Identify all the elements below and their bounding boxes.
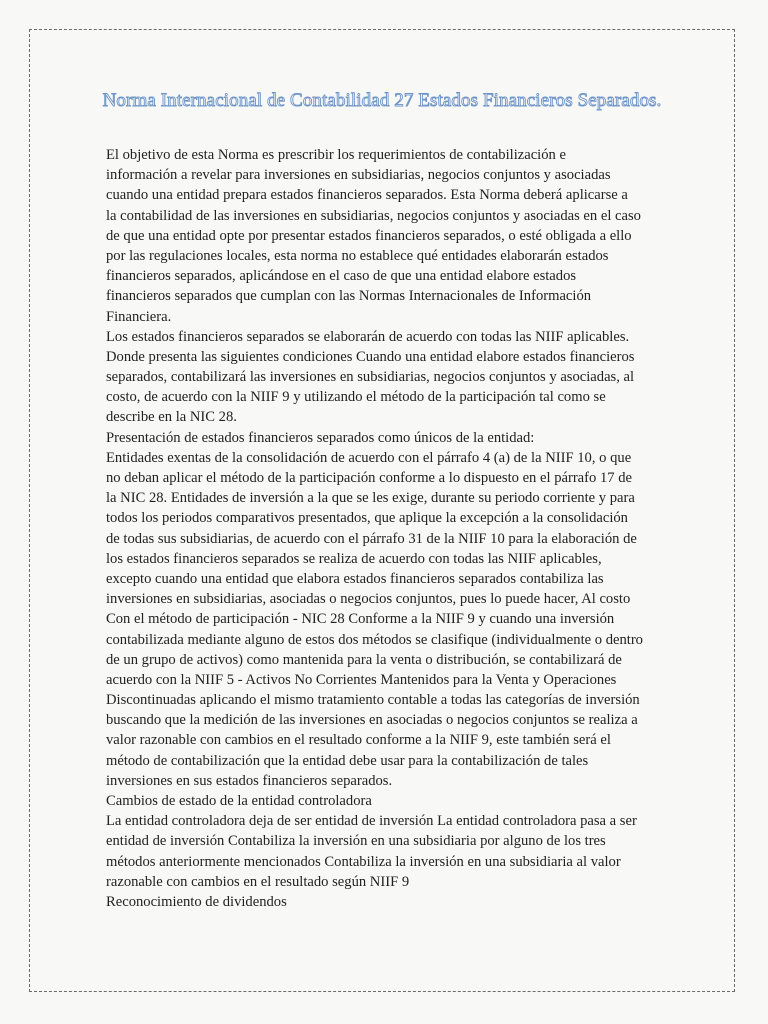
- body-text-line: no deban aplicar el método de la participación conforme a lo dispuesto en el párrafo 17 de: [106, 470, 632, 486]
- body-text-line: entidad de inversión Contabiliza la inversión en una subsidiaria por alguno de los tres: [106, 833, 606, 850]
- body-text-line: Financiera.: [106, 308, 172, 325]
- body-text-line: buscando que la medición de las inversiones en asociadas o negocios conjuntos se realiza a: [106, 712, 638, 729]
- body-text-line: métodos anteriormente mencionados Contabiliza la inversión en una subsidiaria al valor: [106, 853, 621, 870]
- body-text-line: Cambios de estado de la entidad controladora: [106, 793, 372, 809]
- body-text-line: describe en la NIC 28.: [106, 409, 237, 426]
- body-text-line: Presentación de estados financieros separados como únicos de la entidad:: [106, 429, 535, 446]
- body-text-line: de un grupo de activos) como mantenida para la venta o distribución, se contabilizará de: [106, 651, 622, 668]
- body-text-line: inversiones en subsidiarias, asociadas o negocios conjuntos, pues lo puede hacer, Al costo: [106, 591, 631, 608]
- body-text-line: Reconocimiento de dividendos: [106, 893, 287, 910]
- body-text-line: costo, de acuerdo con la NIIF 9 y utilizando el método de la participación tal como se: [106, 389, 606, 406]
- body-text-line: razonable con cambios en el resultado según NIIF 9: [106, 873, 410, 890]
- body-text-line: financieros separados, aplicándose en el caso de que una entidad elabore estados: [106, 268, 577, 285]
- body-text-line: los estados financieros separados se realiza de acuerdo con todas las NIIF aplicables,: [106, 550, 602, 567]
- body-text-line: de todas sus subsidiarias, de acuerdo con el párrafo 31 de la NIIF 10 para la elaboración de: [106, 530, 637, 547]
- body-text-line: valor razonable con cambios en el resultado conforme a la NIIF 9, este también será el: [106, 732, 611, 749]
- body-text-line: la NIC 28. Entidades de inversión a la que se les exige, durante su periodo corriente y para: [106, 490, 635, 507]
- document-page: [29, 29, 735, 992]
- document-body: [106, 145, 662, 912]
- body-text-line: acuerdo con la NIIF 5 - Activos No Corrientes Mantenidos para la Venta y Operaciones: [106, 671, 617, 688]
- body-text-line: Donde presenta las siguientes condiciones Cuando una entidad elabore estados financieros: [106, 348, 635, 365]
- body-text-line: información a revelar para inversiones en subsidiarias, negocios conjuntos y asociadas: [106, 167, 611, 184]
- body-text-line: cuando una entidad prepara estados financieros separados. Esta Norma deberá aplicarse a: [106, 187, 628, 204]
- body-text-line: separados, contabilizará las inversiones en subsidiarias, negocios conjuntos y asociadas, al: [106, 369, 635, 386]
- body-text-line: contabilizada mediante alguno de estos dos métodos se clasifique (individualmente o dentro: [106, 631, 643, 648]
- body-text-line: todos los periodos comparativos presentados, que aplique la excepción a la consolidación: [106, 510, 628, 527]
- body-text-line: Discontinuadas aplicando el mismo tratamiento contable a todas las categorías de inversión: [106, 692, 640, 709]
- body-text-line: excepto cuando una entidad que elabora estados financieros separados contabiliza las: [106, 570, 604, 587]
- body-text-line: de que una entidad opte por presentar estados financieros separados, o esté obligada a ello: [106, 227, 632, 244]
- body-text-line: La entidad controladora deja de ser entidad de inversión La entidad controladora pasa a ser: [106, 813, 637, 830]
- body-text-line: inversiones en sus estados financieros separados.: [106, 772, 393, 789]
- body-text-line: Los estados financieros separados se elaborarán de acuerdo con todas las NIIF aplicables.: [106, 328, 630, 345]
- body-text-line: Con el método de participación - NIC 28 Conforme a la NIIF 9 y cuando una inversión: [106, 611, 615, 628]
- body-text-line: El objetivo de esta Norma es prescribir los requerimientos de contabilización e: [106, 147, 566, 163]
- document-title: Norma Internacional de Contabilidad 27 Estados Financieros Separados.: [102, 90, 662, 111]
- body-text-line: por las regulaciones locales, esta norma no establece qué entidades elaborarán estados: [106, 247, 609, 264]
- body-text-line: financieros separados que cumplan con las Normas Internacionales de Información: [106, 288, 592, 305]
- body-text-line: la contabilidad de las inversiones en subsidiarias, negocios conjuntos y asociadas en el caso: [106, 207, 641, 224]
- body-text-line: método de contabilización que la entidad debe usar para la contabilización de tales: [106, 752, 589, 769]
- body-text-line: Entidades exentas de la consolidación de acuerdo con el párrafo 4 (a) de la NIIF 10, o que: [106, 449, 632, 466]
